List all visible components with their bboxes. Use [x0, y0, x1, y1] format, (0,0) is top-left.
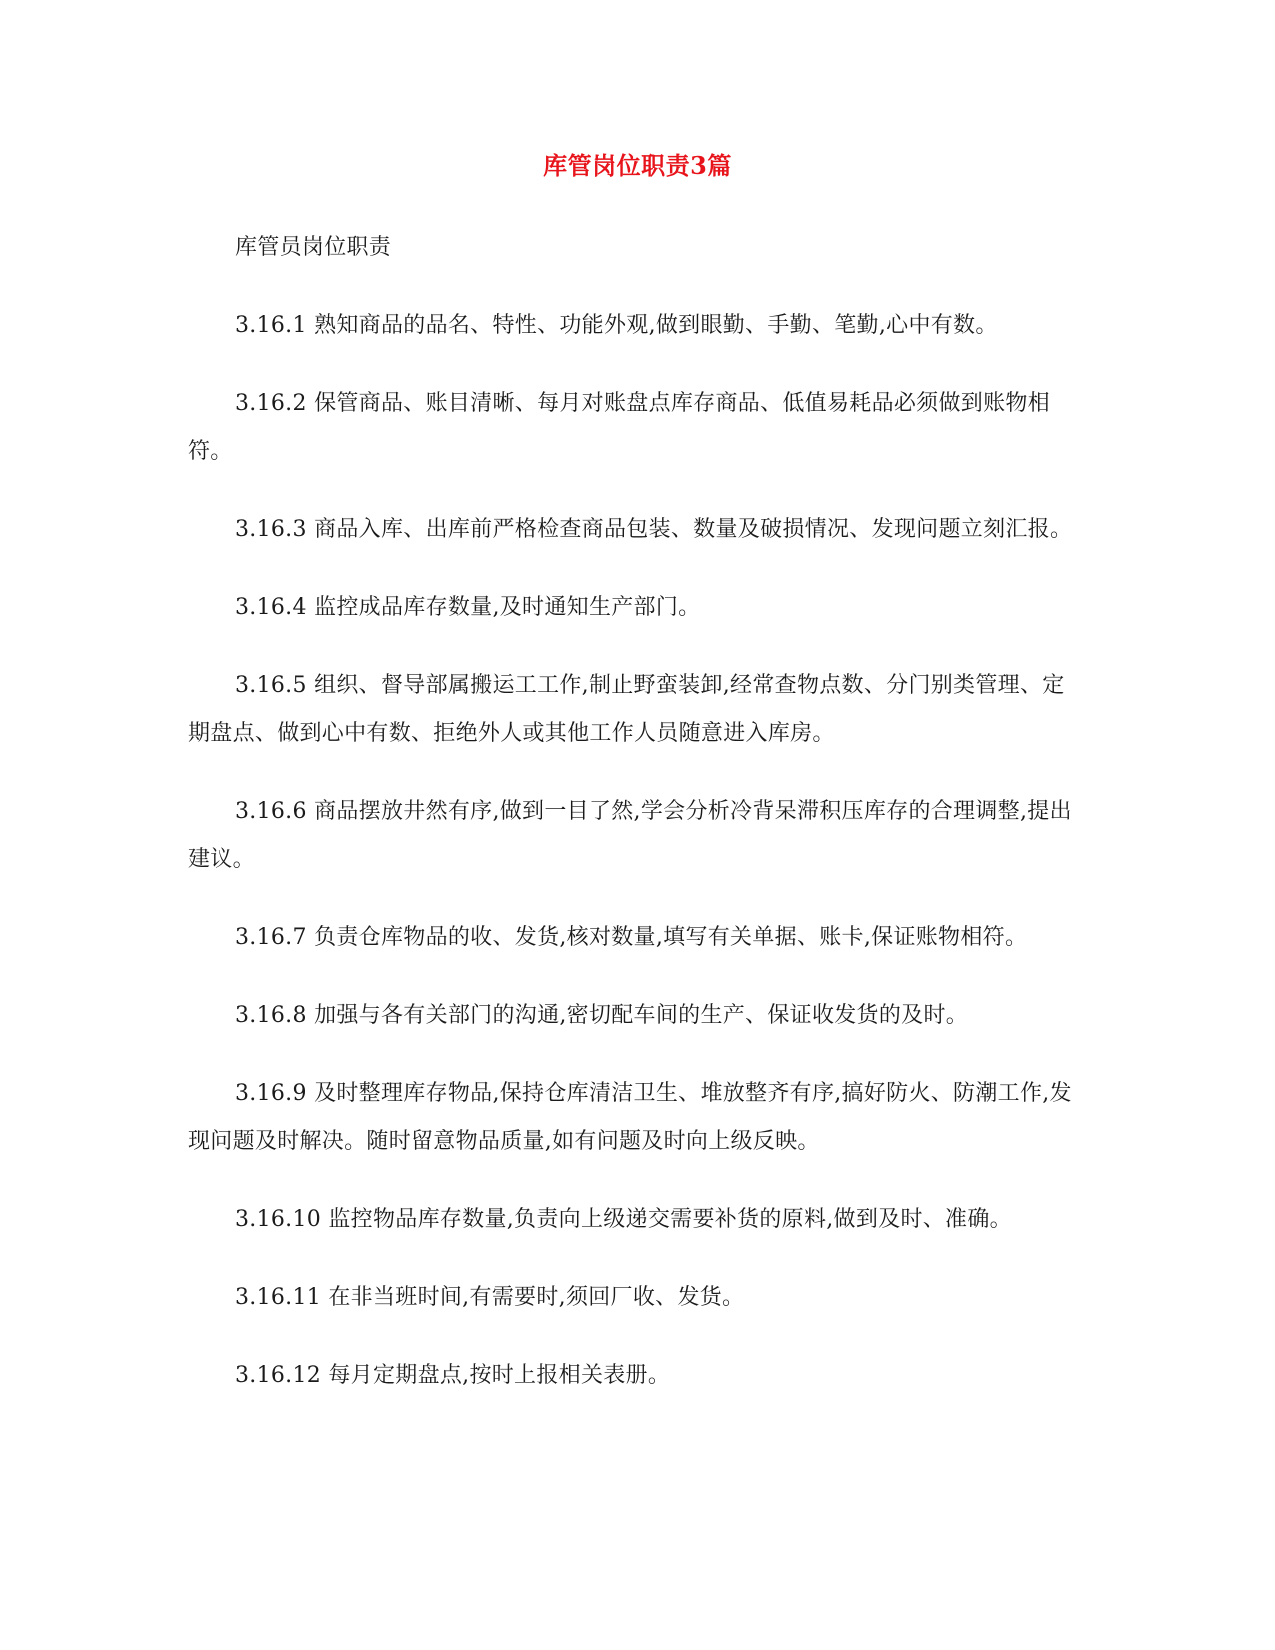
- duty-item-3-16-8: 3.16.8 加强与各有关部门的沟通,密切配车间的生产、保证收发货的及时。: [235, 1003, 969, 1028]
- duty-item-3-16-5: 3.16.5 组织、督导部属搬运工工作,制止野蛮装卸,经常查物点数、分门别类管理、定期盘点、做到心中有数、拒绝外人或其他工作人员随意进入库房。: [188, 673, 1065, 746]
- duty-item-3-16-10: 3.16.10 监控物品库存数量,负责向上级递交需要补货的原料,做到及时、准确。: [235, 1207, 1012, 1232]
- duty-item-3-16-3: 3.16.3 商品入库、出库前严格检查商品包装、数量及破损情况、发现问题立刻汇报。: [235, 517, 1073, 542]
- duty-item-3-16-1: 3.16.1 熟知商品的品名、特性、功能外观,做到眼勤、手勤、笔勤,心中有数。: [235, 313, 998, 338]
- duty-item-3-16-4: 3.16.4 监控成品库存数量,及时通知生产部门。: [235, 595, 701, 620]
- document-body: [188, 224, 1080, 1430]
- duty-item-3-16-6: 3.16.6 商品摆放井然有序,做到一目了然,学会分析冷背呆滞积压库存的合理调整,提出建议。: [188, 799, 1072, 872]
- duty-item-3-16-11: 3.16.11 在非当班时间,有需要时,须回厂收、发货。: [235, 1285, 745, 1310]
- duty-item-3-16-12: 3.16.12 每月定期盘点,按时上报相关表册。: [235, 1363, 671, 1388]
- duty-item-3-16-2: 3.16.2 保管商品、账目清晰、每月对账盘点库存商品、低值易耗品必须做到账物相符。: [188, 391, 1050, 464]
- duty-item-3-16-9: 3.16.9 及时整理库存物品,保持仓库清洁卫生、堆放整齐有序,搞好防火、防潮工作,发现问题及时解决。随时留意物品质量,如有问题及时向上级反映。: [188, 1081, 1072, 1154]
- section-heading: 库管员岗位职责: [235, 235, 392, 260]
- document-title: 库管岗位职责3篇: [543, 151, 732, 180]
- duty-item-3-16-7: 3.16.7 负责仓库物品的收、发货,核对数量,填写有关单据、账卡,保证账物相符。: [235, 925, 1028, 950]
